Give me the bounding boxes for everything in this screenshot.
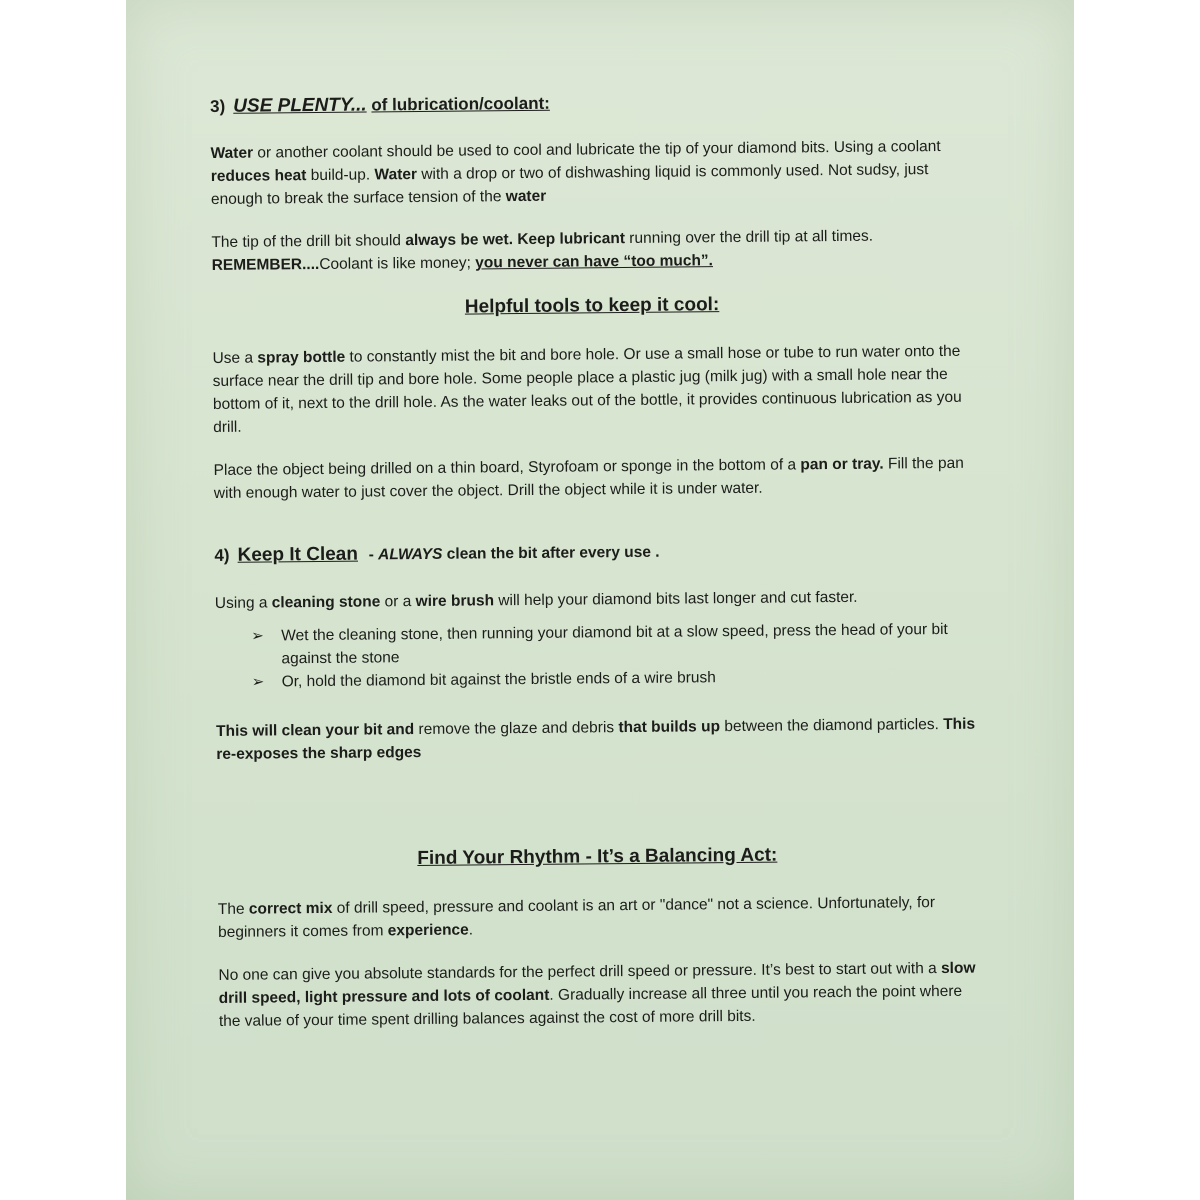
section-4-tagline (369, 544, 660, 564)
section-3-heading (210, 87, 970, 120)
text-run: Use a (212, 349, 258, 367)
section-4-tail: clean the bit after every use . (442, 543, 660, 563)
list-item (251, 618, 975, 671)
text-run: The tip of the drill bit should (211, 232, 406, 251)
section-4-paragraph-2 (216, 713, 976, 766)
bold-text: pan or tray. (800, 455, 884, 474)
text-run: running over the drill tip at all times. (624, 227, 874, 248)
section-3-subtitle: of lubrication/coolant: (371, 93, 550, 115)
section-4-paragraph-1 (215, 585, 975, 615)
section-3-number: 3) (210, 96, 226, 116)
section-4-number: 4) (214, 545, 230, 565)
text-run: Coolant is like money; (319, 254, 476, 273)
section-4-title: Keep It Clean (237, 543, 359, 566)
text-run: No one can give you absolute standards for the perfect drill speed or pressure. It’s best to start out with a (218, 960, 942, 984)
bold-text: experience (387, 921, 469, 940)
text-run: The (217, 900, 249, 918)
text-run: between the diamond particles. (719, 715, 944, 736)
text-run: remove the glaze and debris (414, 719, 619, 739)
list-item-text: Wet the cleaning stone, then running your diamond bit at a slow speed, press the head of your bit against the stone (281, 620, 948, 668)
paper-sheet (126, 0, 1074, 1200)
bold-text: REMEMBER.... (211, 255, 320, 274)
arrow-bullet-icon: ➢ (251, 673, 265, 691)
list-item-text: Or, hold the diamond bit against the bristle ends of a wire brush (281, 669, 716, 691)
bold-text: Keep lubricant (517, 230, 626, 249)
text-run: build-up. (306, 166, 375, 185)
rhythm-paragraph-2 (218, 957, 979, 1033)
text-run: to constantly mist the bit and bore hole. Or use a small hose or tube to run water onto the surface near the drill tip and bore hole. Some people place a plastic jug (milk jug) with a small hole near the bottom of it, next to the drill hole. As the water leaks out of the bottle, it provides continuous lubrication as you drill. (212, 342, 962, 436)
bold-text: reduces heat (210, 167, 307, 185)
text-run: or a (380, 593, 416, 611)
bold-text: spray bottle (257, 348, 346, 367)
text-run: of drill speed, pressure and coolant is an art or "dance" not a science. Unfortunately, for beginners it comes from (217, 894, 936, 941)
bold-text: Water (374, 166, 418, 184)
cleaning-steps-list (215, 618, 976, 694)
bold-text: always be wet. (405, 231, 514, 250)
section-4-always: ALWAYS (378, 545, 443, 564)
bold-text: Water (210, 144, 254, 162)
section-3-paragraph-2 (211, 224, 971, 277)
text-run: or another coolant should be used to cool and lubricate the tip of your diamond bits. Using a coolant (252, 137, 941, 162)
text-run: Fill the pan with enough water to just cover the object. Drill the object while it is under water. (213, 454, 964, 502)
bold-text: correct mix (248, 899, 333, 918)
tools-paragraph-2 (214, 452, 974, 505)
bold-text: This re-exposes the sharp edges (216, 715, 976, 763)
text-run: Place the object being drilled on a thin board, Styrofoam or sponge in the bottom of a (213, 456, 801, 479)
text-run: will help your diamond bits last longer and cut faster. (493, 588, 858, 610)
text-run: Using a (214, 594, 272, 612)
bold-text: water (505, 187, 547, 206)
bold-text: cleaning stone (271, 593, 381, 612)
bold-text: slow drill speed, light pressure and lots of coolant (218, 959, 976, 1007)
section-4-dash: - (368, 546, 379, 564)
bold-text: that builds up (618, 718, 721, 737)
text-run: with a drop or two of dishwashing liquid is commonly used. Not sudsy, just enough to break the surface tension of the (210, 161, 929, 208)
document-body (210, 87, 979, 1053)
text-run: . (468, 921, 474, 939)
bold-text: you never can have “too much”. (475, 252, 714, 272)
rhythm-heading: Find Your Rhythm - It’s a Balancing Act: (417, 844, 778, 870)
helpful-tools-heading: Helpful tools to keep it cool: (464, 294, 720, 318)
arrow-bullet-icon: ➢ (251, 627, 264, 645)
rhythm-paragraph-1 (218, 891, 978, 944)
tools-paragraph-1 (212, 340, 973, 439)
bold-text: wire brush (415, 592, 495, 611)
bold-text: This will clean your bit and (216, 721, 415, 740)
section-3-paragraph-1 (210, 135, 971, 211)
section-3-title: USE PLENTY... (233, 94, 367, 117)
text-run: . Gradually increase all three until you reach the point where the value of your time spent drilling balances against the cost of more drill bits. (218, 982, 963, 1030)
